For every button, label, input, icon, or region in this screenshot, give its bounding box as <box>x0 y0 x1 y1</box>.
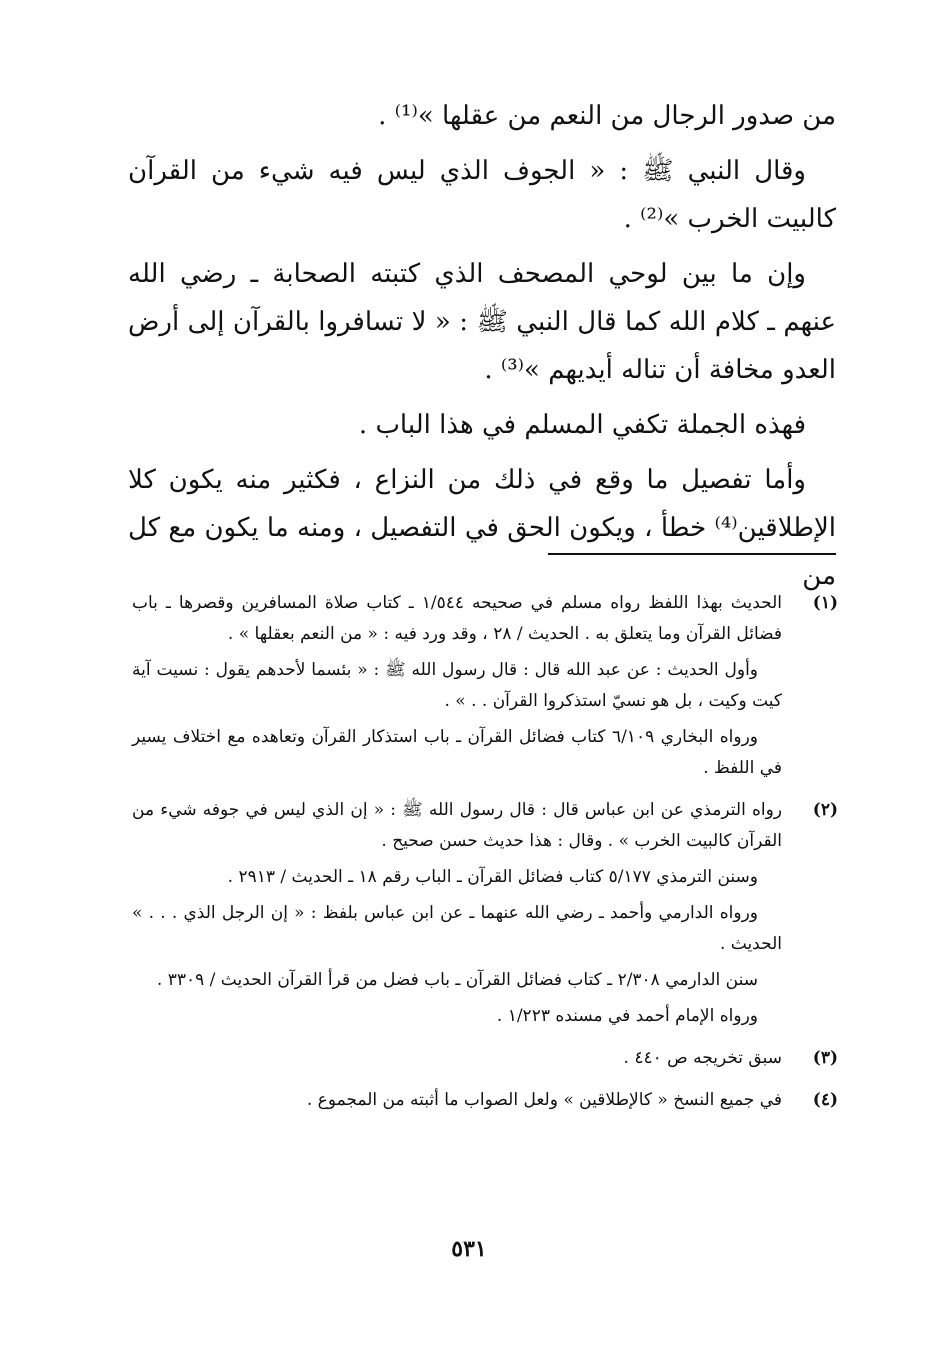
footnote-line: وسنن الترمذي ٥/١٧٧ كتاب فضائل القرآن ـ الباب رقم ١٨ ـ الحديث / ٢٩١٣ . <box>227 867 758 887</box>
paragraph: وإن ما بين لوحي المصحف الذي كتبته الصحابة ـ رضي الله عنهم ـ كلام الله كما قال النبي ﷺ : « لا تسافروا بالقرآن إلى أرض العدو مخافة أن تناله أيديهم »⁽³⁾ . <box>128 259 836 385</box>
footnote-line: الحديث بهذا اللفظ رواه مسلم في صحيحه ١/٥٤٤ ـ كتاب صلاة المسافرين وقصرها ـ باب فضائل القرآن وما يتعلق به . الحديث / ٢٨ ، وقد ورد فيه : « من النعم بعقلها » . <box>132 593 782 644</box>
footnote-1 <box>132 588 838 789</box>
footnote-number: (٤) <box>812 1090 838 1110</box>
footnote-body <box>132 795 782 1037</box>
footnote-number: (١) <box>812 593 838 613</box>
footnote-line: سبق تخريجه ص ٤٤٠ . <box>623 1048 782 1068</box>
footnote-line: رواه الترمذي عن ابن عباس قال : قال رسول الله ﷺ : « إن الذي ليس في جوفه شيء من القرآن كالبيت الخرب » . وقال : هذا حديث حسن صحيح . <box>132 800 782 851</box>
footnote-number: (٢) <box>812 800 838 820</box>
footnote-line: ورواه البخاري ٦/١٠٩ كتاب فضائل القرآن ـ باب استذكار القرآن وتعاهده مع اختلاف يسير في اللفظ . <box>132 727 782 778</box>
footnotes <box>132 588 838 1127</box>
footnote-line: وأول الحديث : عن عبد الله قال : قال رسول الله ﷺ : « بئسما لأحدهم يقول : نسيت آية كيت وكيت ، بل هو نسيّ استذكروا القرآن . . » . <box>132 660 782 711</box>
footnote-line: ورواه الإمام أحمد في مسنده ١/٢٢٣ . <box>496 1006 758 1026</box>
footnote-3 <box>132 1043 838 1079</box>
paragraph: فهذه الجملة تكفي المسلم في هذا الباب . <box>358 410 806 440</box>
footnote-4 <box>132 1085 838 1121</box>
footnote-number: (٣) <box>812 1048 838 1068</box>
footnote-body <box>132 588 782 789</box>
paragraph: وأما تفصيل ما وقع في ذلك من النزاع ، فكثير منه يكون كلا الإطلاقين⁽⁴⁾ خطأ ، ويكون الحق في التفصيل ، ومنه ما يكون مع كل من <box>128 465 836 591</box>
paragraph: وقال النبي ﷺ : « الجوف الذي ليس فيه شيء من القرآن كالبيت الخرب »⁽²⁾ . <box>128 156 836 234</box>
footnote-divider <box>548 553 836 555</box>
footnote-line: سنن الدارمي ٢/٣٠٨ ـ كتاب فضائل القرآن ـ باب فضل من قرأ القرآن الحديث / ٣٣٠٩ . <box>156 970 758 990</box>
footnote-body <box>132 1043 782 1079</box>
footnote-line: ورواه الدارمي وأحمد ـ رضي الله عنهما ـ عن ابن عباس بلفظ : « إن الرجل الذي . . . » الحديث . <box>132 903 782 954</box>
footnote-body <box>132 1085 782 1121</box>
footnote-line: في جميع النسخ « كالإطلاقين » ولعل الصواب ما أثبته من المجموع . <box>306 1090 782 1110</box>
main-text <box>128 92 836 607</box>
footnote-2 <box>132 795 838 1037</box>
paragraph: من صدور الرجال من النعم من عقلها »⁽¹⁾ . <box>378 101 836 131</box>
page-number: ٥٣١ <box>451 1236 487 1262</box>
